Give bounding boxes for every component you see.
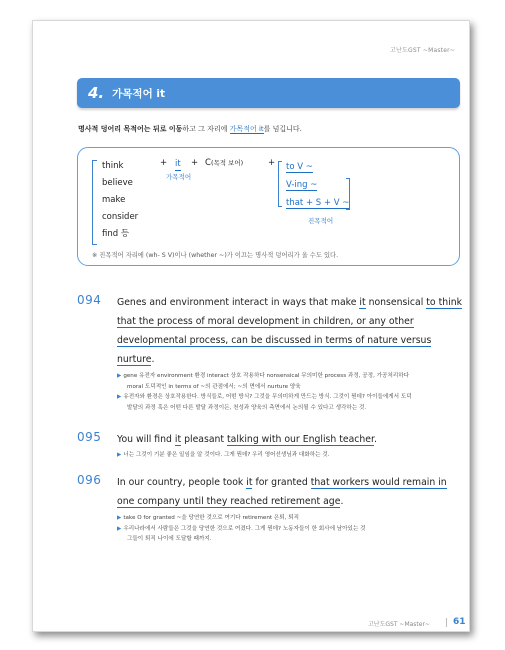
- item-notes: [117, 450, 463, 461]
- vocab-line: ▶ take O for granted ~을 당연한 것으로 여기다 retirement 은퇴, 퇴직: [117, 515, 300, 521]
- item-number: 096: [77, 473, 102, 487]
- complement-note: (목적 보어): [210, 159, 244, 167]
- section-number: 4.: [88, 84, 105, 102]
- item-sentence: You will find it pleasant talking with our English teacher.: [117, 434, 377, 445]
- triangle-icon: ▶: [117, 394, 122, 400]
- complement: [205, 158, 243, 168]
- triangle-icon: ▶: [117, 452, 122, 458]
- section-title: 가목적어 it: [112, 87, 165, 100]
- translation-line: ▶ 유전자와 환경은 상호작용한다. 방식들로, 어떤 방식? 그것을 무의미하게 만드는 방식. 그것이 뭔데? 아이들에게서 도덕: [117, 394, 412, 400]
- intro-tail: 를 넘깁니다.: [263, 125, 302, 133]
- verb-item: make: [102, 195, 126, 205]
- plus-sign: +: [268, 158, 276, 168]
- item-number: 094: [77, 293, 102, 307]
- plus-sign: +: [160, 158, 168, 168]
- vocab-line: moral 도덕적인 in terms of ~의 관점에서; ~의 면에서 nurture 양육: [127, 383, 301, 390]
- real-object-option: to V ~: [286, 162, 313, 172]
- dummy-it: it: [175, 159, 181, 169]
- item-number: 095: [77, 430, 102, 444]
- verb-item: believe: [102, 178, 133, 188]
- intro-sentence: [78, 124, 302, 134]
- dummy-object-label: 가목적어: [166, 173, 192, 181]
- real-object-option: V-ing ~: [286, 180, 318, 190]
- real-object-option: that + S + V ~: [286, 198, 350, 208]
- translation-line: ▶ 너는 그것이 기분 좋은 일임을 알 것이다. 그게 뭔데? 우리 영어선생님과 대화하는 것.: [117, 452, 330, 458]
- page-sheet: [32, 20, 470, 632]
- vocab-line: ▶ gene 유전자 environment 환경 interact 상호 작용하다 nonsensical 무의미한 process 과정, 공정, 가공처리하다: [117, 373, 410, 379]
- intro-text: 하고 그 자리에: [182, 125, 230, 133]
- triangle-icon: ▶: [117, 525, 122, 532]
- formula-note: ※ 진목적어 자리에 (wh- S V)이나 (whether ~)가 이끄는 명사적 덩어리가 올 수도 있다.: [92, 252, 339, 259]
- real-object-label: 진목적어: [308, 217, 334, 225]
- object-bracket-left: [278, 161, 282, 207]
- footer-label: 고난도GST ~Master~: [368, 621, 430, 628]
- item-sentence: Genes and environment interact in ways that make it nonsensical to think that the process of moral development in children, or any other developmental process, can be discussed in terms of nature versus nurture.: [117, 297, 462, 365]
- real-object-options: [286, 158, 349, 212]
- complement-letter: C: [205, 158, 211, 168]
- footer-separator: [446, 618, 447, 627]
- section-title-bar: [77, 78, 460, 108]
- formula-box: [77, 147, 460, 266]
- plus-sign: +: [191, 158, 199, 168]
- item-notes: [117, 371, 463, 413]
- triangle-icon: ▶: [117, 515, 122, 521]
- intro-highlight: 가목적어 it: [229, 125, 264, 133]
- object-bracket-right: [346, 178, 350, 210]
- verb-bracket: [92, 160, 97, 245]
- item-sentence: In our country, people took it for granted that workers would remain in one company until they reached retirement age.: [117, 477, 447, 507]
- translation-line: ▶ 우리나라에서 사람들은 그것을 당연한 것으로 여겼다. 그게 뭔데? 노동자들이 한 회사에 남아있는 것: [117, 525, 366, 532]
- verb-item: find 등: [102, 229, 130, 239]
- running-head: 고난도GST ~Master~: [390, 47, 455, 54]
- verb-item: think: [102, 161, 124, 171]
- item-notes: [117, 513, 463, 545]
- page-number: 61: [453, 617, 466, 627]
- verb-item: consider: [102, 212, 139, 222]
- intro-bold: 명사적 덩어리 목적어는 뒤로 이동: [78, 125, 183, 133]
- triangle-icon: ▶: [117, 373, 122, 379]
- translation-line: 발달의 과정 혹은 어떤 다른 발달 과정이든, 천성과 양육의 측면에서 논의될 수 있다고 생각하는 것.: [127, 404, 367, 411]
- verb-list: [102, 158, 138, 243]
- translation-line: 그들이 퇴직 나이에 도달할 때까지.: [127, 536, 212, 542]
